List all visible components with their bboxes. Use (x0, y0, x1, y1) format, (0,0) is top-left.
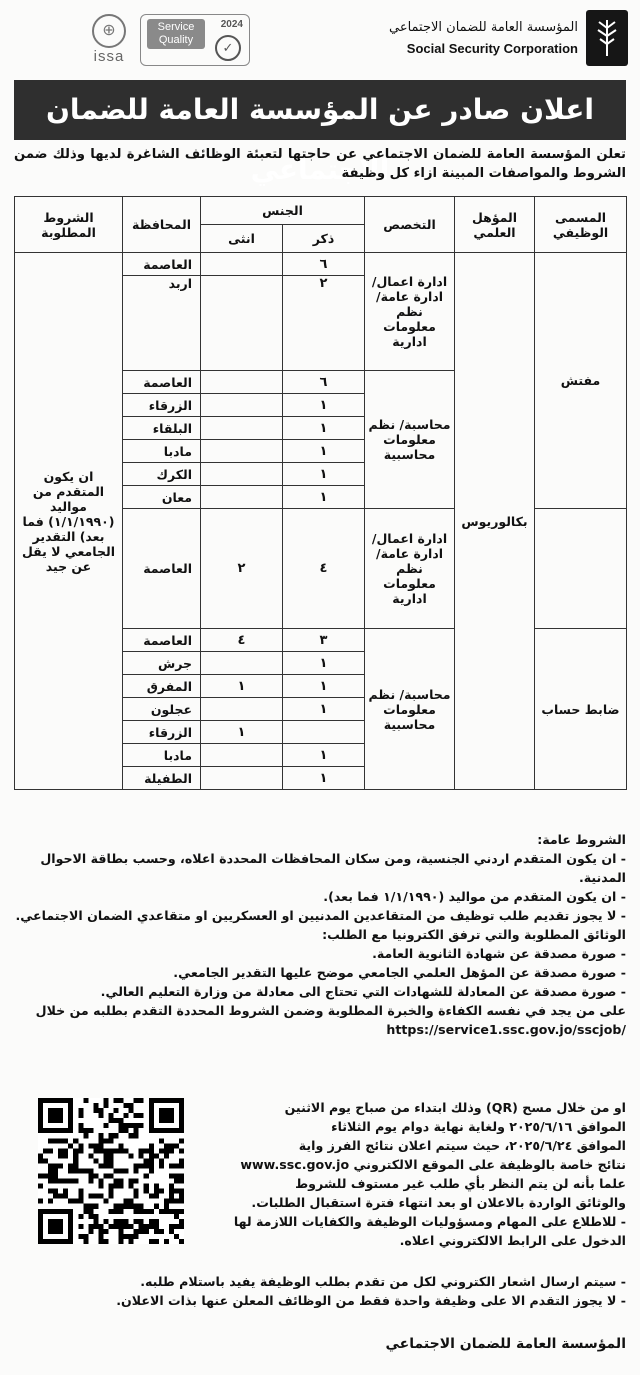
qualification-cell: بكالوريوس (455, 253, 535, 790)
female-count (201, 276, 283, 371)
male-count: ٦ (283, 371, 365, 394)
document-line: - صورة مصدقة عن المؤهل العلمي الجامعي موضح عليها التقدير الجامعي. (173, 965, 626, 980)
page-title: اعلان صادر عن المؤسسة العامة للضمان الاجتماعي (14, 80, 626, 140)
specialization-cell: محاسبة/ نظم معلومات محاسبية (365, 371, 455, 509)
specialization-cell: محاسبة/ نظم معلومات محاسبية (365, 629, 455, 790)
period-line: الدخول على الرابط الالكتروني اعلاه. (399, 1233, 626, 1248)
governorate-cell: اربد (123, 276, 201, 371)
col-male: ذكر (283, 225, 365, 253)
governorate-cell: الزرقاء (123, 394, 201, 417)
issa-label: issa (93, 48, 125, 65)
male-count: ١ (283, 486, 365, 509)
female-count (201, 652, 283, 675)
ssc-logo-icon (586, 10, 628, 66)
job-title-cell-empty (535, 509, 627, 629)
org-name-ar: المؤسسة العامة للضمان الاجتماعي (388, 20, 578, 35)
condition-line: - ان يكون المتقدم اردني الجنسية، ومن سكان المحافظات المحددة اعلاه، وحسب بطاقة الاحوال المدنية. (40, 851, 626, 885)
female-count (201, 463, 283, 486)
male-count: ١ (283, 744, 365, 767)
intro-text: تعلن المؤسسة العامة للضمان الاجتماعي عن حاجتها لتعبئة الوظائف الشاغرة لديها وذلك ضمن الشروط والمواصفات المبينة ازاء كل وظيفة (14, 147, 626, 181)
female-count: ٢ (201, 509, 283, 629)
globe-icon: ⊕ (92, 14, 126, 48)
apply-instructions: على من يجد في نفسه الكفاءة والخبرة المطلوبة وضمن الشروط المحددة التقدم بطلبه من خلال (35, 1003, 626, 1018)
condition-line: - ان يكون المتقدم من مواليد (١/١/١٩٩٠ فما بعد). (323, 889, 626, 904)
female-count: ٤ (201, 629, 283, 652)
female-count (201, 698, 283, 721)
governorate-cell: العاصمة (123, 629, 201, 652)
col-gender: الجنس (201, 197, 365, 225)
governorate-cell: عجلون (123, 698, 201, 721)
governorate-cell: الزرقاء (123, 721, 201, 744)
governorate-cell: المفرق (123, 675, 201, 698)
period-line: - للاطلاع على المهام ومسؤوليات الوظيفة والكفايات اللازمة لها (233, 1214, 626, 1229)
issa-logo (82, 14, 136, 65)
period-line: الموافق ٢٠٢٥/٦/١٦ ولغاية نهاية دوام يوم الثلاثاء (331, 1119, 626, 1134)
female-count (201, 486, 283, 509)
general-conditions-title: الشروط عامة: (537, 832, 626, 847)
female-count (201, 371, 283, 394)
female-count: ١ (201, 675, 283, 698)
documents-heading: الوثائق المطلوبة والتي ترفق الكترونيا مع الطلب: (322, 927, 626, 942)
general-conditions (14, 830, 626, 1039)
col-female: انثى (201, 225, 283, 253)
col-conditions: الشروط المطلوبة (15, 197, 123, 253)
org-block (389, 10, 628, 66)
male-count: ٤ (283, 509, 365, 629)
final-notes (14, 1272, 626, 1310)
period-line: علما بأنه لن يتم النظر بأي طلب غير مستوف للشروط (295, 1176, 626, 1191)
signature: المؤسسة العامة للضمان الاجتماعي (385, 1336, 626, 1352)
governorate-cell: جرش (123, 652, 201, 675)
application-link[interactable]: https://service1.ssc.gov.jo/sscjob/ (386, 1022, 626, 1037)
male-count: ١ (283, 440, 365, 463)
female-count (201, 440, 283, 463)
male-count: ١ (283, 652, 365, 675)
male-count: ١ (283, 698, 365, 721)
application-period (190, 1098, 626, 1250)
governorate-cell: العاصمة (123, 371, 201, 394)
period-line: الموافق ٢٠٢٥/٦/٢٤، حيث سيتم اعلان نتائج الفرز واية (298, 1138, 626, 1153)
male-count: ١ (283, 394, 365, 417)
col-job-title: المسمى الوظيفي (535, 197, 627, 253)
female-count: ١ (201, 721, 283, 744)
col-qualification: المؤهل العلمي (455, 197, 535, 253)
female-count (201, 417, 283, 440)
job-title-cell: مفتش (535, 253, 627, 509)
governorate-cell: الكرك (123, 463, 201, 486)
governorate-cell: العاصمة (123, 509, 201, 629)
male-count: ١ (283, 675, 365, 698)
service-quality-year: 2024 (220, 19, 243, 30)
male-count: ١ (283, 417, 365, 440)
note-line: - لا يجوز التقدم الا على وظيفة واحدة فقط من الوظائف المعلن عنها بذات الاعلان. (116, 1293, 626, 1308)
governorate-cell: الطفيلة (123, 767, 201, 790)
male-count: ٢ (283, 276, 365, 371)
period-line: نتائج خاصة بالوظيفة على الموقع الالكتروني www.ssc.gov.jo (240, 1157, 626, 1172)
service-quality-badge (140, 14, 250, 66)
governorate-cell: مادبا (123, 440, 201, 463)
female-count (201, 253, 283, 276)
document-line: - صورة مصدقة عن المعادلة للشهادات التي تحتاج الى معادلة من وزارة التعليم العالي. (100, 984, 626, 999)
governorate-cell: العاصمة (123, 253, 201, 276)
male-count: ١ (283, 463, 365, 486)
document-line: - صورة مصدقة عن شهادة الثانوية العامة. (372, 946, 626, 961)
male-count: ٣ (283, 629, 365, 652)
note-line: - سيتم ارسال اشعار الكتروني لكل من تقدم بطلب الوظيفة يفيد باستلام طلبه. (140, 1274, 626, 1289)
female-count (201, 744, 283, 767)
governorate-cell: البلقاء (123, 417, 201, 440)
specialization-cell: ادارة اعمال/ ادارة عامة/نظم معلومات ادارية (365, 253, 455, 371)
condition-line: - لا يجوز تقديم طلب توظيف من المتقاعدين المدنيين او العسكريين او متقاعدي الضمان الاجتماعي. (15, 908, 626, 923)
job-title-cell: ضابط حساب (535, 629, 627, 790)
col-governorate: المحافظة (123, 197, 201, 253)
vacancies-table (14, 196, 627, 790)
checkmark-icon: ✓ (215, 35, 241, 61)
male-count (283, 721, 365, 744)
qr-code-icon[interactable] (38, 1098, 184, 1244)
specialization-cell: ادارة اعمال/ ادارة عامة/نظم معلومات ادارية (365, 509, 455, 629)
female-count (201, 767, 283, 790)
governorate-cell: مادبا (123, 744, 201, 767)
service-quality-label: Service Quality (147, 19, 205, 49)
period-line: او من خلال مسح (QR) وذلك ابتداء من صباح يوم الاثنين (284, 1100, 626, 1115)
col-specialization: التخصص (365, 197, 455, 253)
org-name-en: Social Security Corporation (406, 41, 578, 56)
male-count: ٦ (283, 253, 365, 276)
period-line: والوثائق الواردة بالاعلان او بعد انتهاء فترة استقبال الطلبات. (251, 1195, 626, 1210)
governorate-cell: معان (123, 486, 201, 509)
conditions-cell: ان يكون المتقدم من مواليد (١/١/١٩٩٠) فما بعد) التقدير الجامعي لا يقل عن جيد (15, 253, 123, 790)
female-count (201, 394, 283, 417)
header (0, 0, 640, 78)
male-count: ١ (283, 767, 365, 790)
